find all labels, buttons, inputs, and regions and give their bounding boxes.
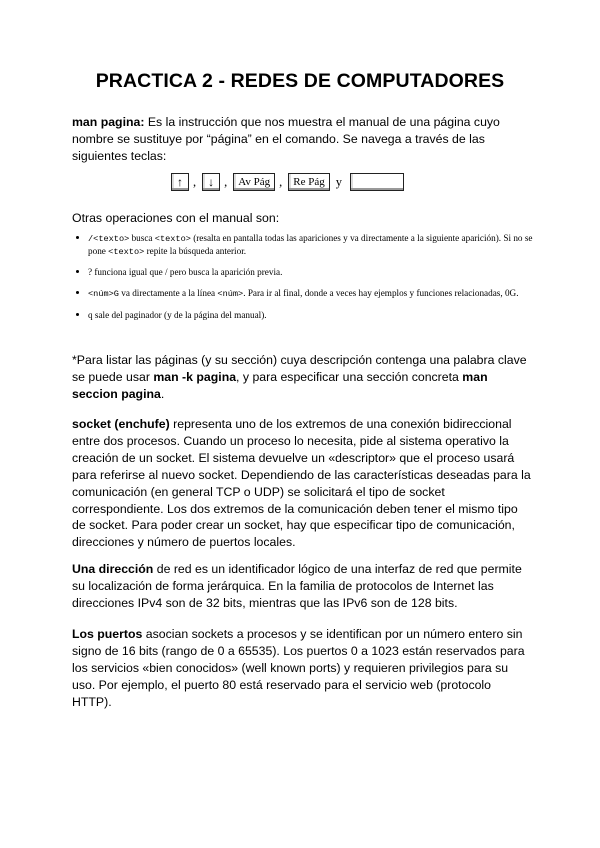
code-text: <texto> <box>154 234 191 244</box>
navigation-keys <box>171 172 404 192</box>
code-text: <núm>G <box>88 289 119 299</box>
code-text: /<texto> <box>88 234 130 244</box>
item-text: ? funciona igual que / pero busca la aparición previa. <box>88 267 283 277</box>
key-separator: , <box>193 174 197 189</box>
item-text: q sale del paginador (y de la página del manual). <box>88 310 267 320</box>
up-arrow-key: ↑ <box>171 173 189 191</box>
search-text: , y para especificar una sección concreta <box>236 369 463 384</box>
list-item <box>74 232 534 258</box>
list-item <box>74 287 534 300</box>
puertos-paragraph <box>72 626 532 711</box>
list-item <box>74 266 534 278</box>
other-ops-heading: Otras operaciones con el manual son: <box>72 211 280 225</box>
man-paragraph <box>72 114 532 165</box>
page-title: PRACTICA 2 - REDES DE COMPUTADORES <box>95 70 505 92</box>
socket-text: representa uno de los extremos de una conexión bidireccional entre dos procesos. Cuando un proceso lo necesita, pide al sistema operativo la creación de un socket. El sistema devuelve un «descriptor» que el proceso usará para referirse al nuevo socket. Dependiendo de las características deseadas para la comunicación (en general TCP o UDP) se solicitará el tipo de socket correspondiente. Los dos extremos de la comunicación deben tener el mismo tipo de socket. Para poder crear un socket, hay que especificar tipo de comunicación, direcciones y número de puertos locales. <box>72 417 531 550</box>
item-text: . Para ir al final, donde a veces hay ejemplos y funciones relacionadas, 0G. <box>243 288 519 298</box>
code-text: <núm> <box>217 289 244 299</box>
key-conjunction: y <box>335 174 342 189</box>
item-text: busca <box>129 233 155 243</box>
man-term: man pagina: <box>72 115 145 129</box>
code-text: <texto> <box>108 247 145 257</box>
command-man-k: man -k pagina <box>153 369 237 384</box>
key-separator: , <box>224 174 228 189</box>
command-man-section: man seccion pagina <box>72 369 488 401</box>
direccion-text: de red es un identificador lógico de una interfaz de red que permite su localización de forma jerárquica. En la familia de protocolos de Internet las direcciones IPv4 son de 32 bits, mientras que las IPv6 son de 128 bits. <box>72 562 522 610</box>
re-pag-key: Re Pág <box>288 173 329 191</box>
search-text: . <box>160 386 165 401</box>
puertos-text: asocian sockets a procesos y se identifican por un número entero sin signo de 16 bits (rango de 0 a 65535). Los puertos 0 a 1023 están reservados para los servicios «bien conocidos» (well known ports) y requieren privilegios para su uso. Por ejemplo, el puerto 80 está reservado para el servicio web (protocolo HTTP). <box>72 627 525 709</box>
direccion-term: Una dirección <box>72 562 154 576</box>
puertos-term: Los puertos <box>72 627 143 641</box>
item-text: repite la búsqueda anterior. <box>144 246 247 256</box>
av-pag-key: Av Pág <box>233 173 275 191</box>
space-key <box>350 173 404 191</box>
down-arrow-key: ↓ <box>202 173 220 191</box>
direccion-paragraph <box>72 561 532 612</box>
item-text: (resalta en pantalla todas las apariciones y va directamente a la siguiente aparición). Si no se pone <box>88 233 533 256</box>
search-text: *Para listar las páginas (y su sección) cuya descripción contenga una palabra clave se puede usar <box>72 353 527 384</box>
manual-operations-list <box>74 232 534 321</box>
list-item <box>74 309 534 321</box>
key-separator: , <box>279 174 283 189</box>
socket-paragraph <box>72 416 532 551</box>
socket-term: socket (enchufe) <box>72 417 170 431</box>
item-text: va directamente a la línea <box>118 288 218 298</box>
man-text: Es la instrucción que nos muestra el manual de una página cuyo nombre se sustituye por “página” en el comando. Se navega a través de las siguientes teclas: <box>72 115 500 163</box>
search-paragraph <box>72 352 532 403</box>
